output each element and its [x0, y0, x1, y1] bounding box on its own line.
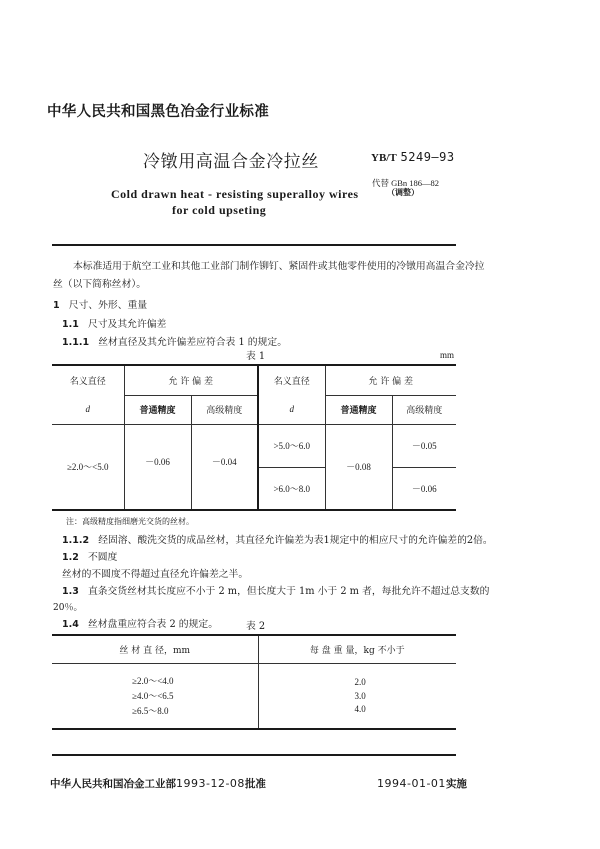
approve-label: 批准 — [244, 778, 266, 790]
header-wire-diameter: 丝 材 直 径，mm — [52, 635, 258, 663]
section-text: 直条交货丝材其长度应不小于 2 m，但长度大于 1m 小于 2 m 者，每批允许不超过总支数的 — [87, 586, 490, 597]
issuer: 中华人民共和国冶金工业部 — [50, 778, 176, 790]
section-1-3-line2: 20％。 — [53, 603, 83, 613]
table1-caption: 表 1 — [246, 351, 266, 362]
effective-label: 实施 — [445, 778, 467, 790]
cell-right-diameter-1: >5.0～6.0 — [258, 424, 325, 467]
intro-line2: 丝（以下简称丝材）。 — [53, 279, 147, 290]
header-rule — [52, 244, 456, 246]
cell-right-diameter-2: >6.0～8.0 — [258, 467, 325, 510]
section-number: 1.4 — [62, 619, 79, 630]
header-normal-precision-right: 普通精度 — [325, 395, 392, 424]
section-title: 尺寸及其允许偏差 — [87, 319, 167, 330]
section-number: 1.1.1 — [62, 337, 90, 348]
standard-type-heading: 中华人民共和国黑色冶金行业标准 — [47, 104, 269, 120]
replaces-note: （调整） — [387, 187, 419, 197]
section-number: 1.1 — [62, 319, 79, 330]
section-1-3 — [62, 583, 489, 597]
table2-row3-diameter: ≥6.5～8.0 — [52, 704, 258, 729]
footer-approval — [50, 776, 266, 791]
approve-date: 1993-12-08 — [176, 777, 245, 790]
header-symbol-d-right: d — [258, 395, 325, 424]
header-allowed-deviation-right: 允 许 偏 差 — [325, 365, 456, 395]
cell-left-diameter: ≥2.0～<5.0 — [52, 424, 124, 510]
cell-left-normal: －0.06 — [124, 424, 191, 510]
document-title-en-line1: Cold drawn heat - resisting superalloy wires — [111, 187, 359, 201]
section-1-1-2 — [62, 532, 493, 546]
section-1-2-text: 丝材的不圆度不得超过直径允许偏差之半。 — [62, 569, 249, 580]
intro-line1: 本标准适用于航空工业和其他工业部门制作铆钉、紧固件或其他零件使用的冷镦用高温合金冷拉 — [73, 261, 485, 272]
standard-code — [371, 150, 455, 164]
footer-rule — [52, 754, 456, 756]
section-1-1-1 — [62, 334, 287, 348]
cell-left-high: －0.04 — [191, 424, 258, 510]
document-title-cn: 冷镦用高温合金冷拉丝 — [143, 152, 319, 172]
header-high-precision-right: 高级精度 — [392, 395, 456, 424]
header-nominal-diameter: 名义直径 — [52, 365, 124, 395]
section-number: 1 — [53, 300, 60, 311]
cell-right-high-2: －0.06 — [392, 467, 456, 510]
table1-unit: mm — [440, 350, 455, 360]
table1-note: 注：高级精度指细磨光交货的丝材。 — [66, 517, 194, 526]
section-number: 1.1.2 — [62, 535, 90, 546]
table2-row1-diameter: ≥2.0～<4.0 — [52, 663, 258, 687]
header-nominal-diameter-right: 名义直径 — [258, 365, 325, 395]
header-coil-weight: 每 盘 重 量，kg 不小于 — [258, 635, 456, 663]
section-text: 经固溶、酸洗交货的成品丝材，其直径允许偏差为表1规定中的相应尺寸的允许偏差的2倍。 — [98, 535, 493, 546]
section-1-4 — [62, 616, 218, 630]
cell-right-high-1: －0.05 — [392, 424, 456, 467]
effective-date: 1994-01-01 — [377, 777, 446, 790]
standard-code-number: 5249—93 — [400, 150, 455, 164]
table2-caption-visible: 表 2 — [246, 621, 266, 632]
footer-effective — [377, 776, 467, 791]
section-1-2-heading — [62, 549, 117, 563]
table2-row2-diameter: ≥4.0～<6.5 — [52, 687, 258, 704]
header-high-precision: 高级精度 — [191, 395, 258, 424]
section-title: 不圆度 — [87, 552, 118, 563]
replaces-standard: 代替 GBn 186—82 — [372, 178, 440, 188]
section-text: 丝材盘重应符合表 2 的规定。 — [87, 619, 218, 630]
table2-row1-weight: 2.0 — [354, 677, 366, 687]
table2-row2-weight: 3.0 — [354, 690, 366, 701]
standard-code-prefix: YB/T — [371, 152, 397, 164]
header-symbol-d: d — [52, 395, 124, 424]
table1 — [52, 364, 456, 511]
section-title: 尺寸、外形、重量 — [68, 300, 148, 311]
cell-right-normal: －0.08 — [325, 424, 392, 510]
section-1-heading — [53, 297, 147, 311]
section-number: 1.3 — [62, 586, 79, 597]
document-title-en-line2: for cold upseting — [172, 203, 267, 217]
table2-row3-weight: 4.0 — [258, 704, 456, 729]
table2 — [52, 634, 456, 730]
section-text: 丝材直径及其允许偏差应符合表 1 的规定。 — [98, 337, 287, 348]
header-normal-precision: 普通精度 — [124, 395, 191, 424]
header-allowed-deviation: 允 许 偏 差 — [124, 365, 258, 395]
section-1-1-heading — [62, 316, 166, 330]
section-number: 1.2 — [62, 552, 79, 563]
